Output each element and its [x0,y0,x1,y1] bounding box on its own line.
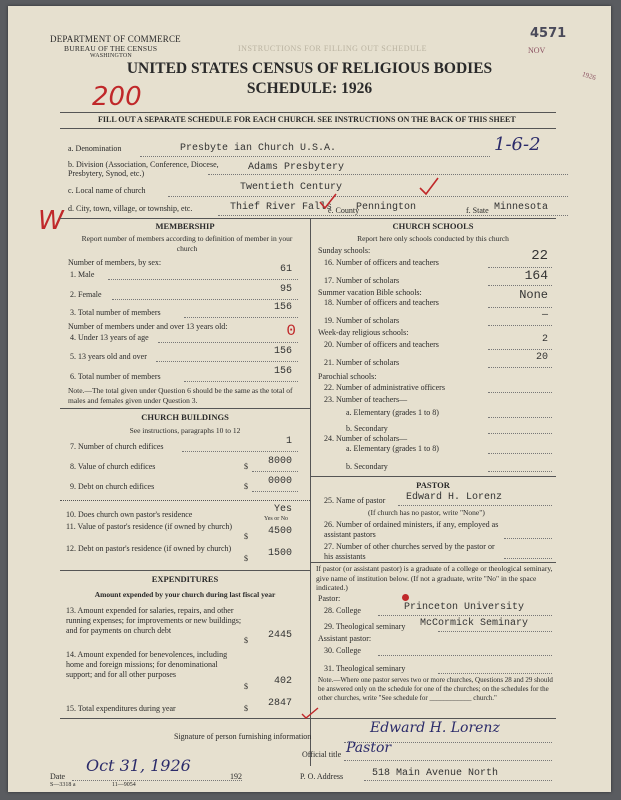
q3-total-label: 3. Total number of members [70,308,161,317]
q11-value: 4500 [267,526,292,537]
county-value: Pennington [356,202,417,213]
q13-dollar: $ [244,636,248,645]
denomination-label: a. Denomination [68,144,122,153]
q18-label: 18. Number of officers and teachers [324,298,439,307]
parochial-label: Parochial schools: [318,372,377,381]
bureau-city: WASHINGTON [90,53,132,59]
bureau-name: BUREAU OF THE CENSUS [64,44,158,53]
q4-under13-value: 0 [286,322,296,340]
q16-value: 22 [531,248,548,264]
date-year-suffix: 192 [230,772,242,781]
buildings-title: CHURCH BUILDINGS [141,412,229,422]
summer-label: Summer vacation Bible schools: [318,288,422,297]
pastor-sub-label: Pastor: [318,594,341,603]
q21-label: 21. Number of scholars [324,358,400,367]
form-subtitle: SCHEDULE: 1926 [246,80,373,97]
membership-title: MEMBERSHIP [155,221,215,231]
q10-hint: Yes or No [264,516,289,522]
address-label: P. O. Address [300,772,344,781]
q30-label: 30. College [324,646,361,655]
state-value: Minnesota [494,202,549,213]
weekday-label: Week-day religious schools: [318,328,409,337]
q6-total-value: 156 [273,366,292,377]
date-value: Oct 31, 1926 [86,756,191,775]
q13-label: 13. Amount expended for salaries, repairs, and other running expenses; for improvements or new buildings; and for payments on church debt [66,606,242,635]
q29-label: 29. Theological seminary [324,622,406,631]
q19-value: — [541,310,548,321]
q1-male-value: 61 [279,264,292,275]
q24b-label: b. Secondary [346,462,388,471]
schools-sub: Report here only schools conducted by this church [357,234,509,243]
form-number: S—3318 a [50,782,76,788]
instruction-line: FILL OUT A SEPARATE SCHEDULE FOR EACH CHURCH. SEE INSTRUCTIONS ON THE BACK OF THIS SHEET [98,115,516,124]
q21-value: 20 [535,352,548,363]
q9-label: 9. Debt on church edifices [70,482,155,491]
pastor-title: PASTOR [416,480,450,490]
q10-value: Yes [273,504,292,515]
q1-male-label: 1. Male [70,270,95,279]
q13-value: 2445 [267,630,292,641]
q2-female-value: 95 [279,284,292,295]
q9-value: 0000 [267,476,292,487]
q25-value: Edward H. Lorenz [406,492,503,503]
q29-value: McCormick Seminary [420,618,529,629]
check-mark-icon [300,706,320,720]
q12-value: 1500 [267,548,292,559]
county-label: e. County [328,206,360,215]
q25-label: 25. Name of pastor [324,496,386,505]
pastor-note: Note.—Where one pastor serves two or more churches, Questions 28 and 29 should be answered only on the schedule for one of the churches; on the schedules for the other churches, write "See schedule for ____________ church." [318,676,553,702]
q24a-label: a. Elementary (grades 1 to 8) [346,444,439,453]
q12-dollar: $ [244,554,248,563]
q8-dollar: $ [244,462,248,471]
city-value: Thief River Falls [230,202,333,213]
q27-label: 27. Number of other churches served by the pastor or his assistants [324,542,495,561]
q4-under13-label: 4. Under 13 years of age [70,333,149,342]
q14-value: 402 [273,676,292,687]
q2-female-label: 2. Female [70,290,102,299]
stamp-number: 4571 [530,26,567,41]
expenditures-title: EXPENDITURES [151,574,219,584]
q6-total-label: 6. Total number of members [70,372,161,381]
q14-label: 14. Amount expended for benevolences, including home and foreign missions; for denominational support; and for all other purposes [66,650,228,679]
q5-over13-value: 156 [273,346,292,357]
handwritten-code: 1-6-2 [494,134,541,155]
q18-value: None [519,288,548,302]
q5-over13-label: 5. 13 years old and over [70,352,147,361]
graduate-note: If pastor (or assistant pastor) is a graduate of a college or theological seminary, give name of institution below. (If not a graduate, write "No" in the space indicated.) [316,564,553,592]
signature-label: Signature of person furnishing information [174,732,312,741]
q25-hint: (If church has no pastor, write "None") [368,508,485,517]
check-mark-icon [418,176,440,198]
q31-label: 31. Theological seminary [324,664,406,673]
sunday-label: Sunday schools: [318,246,371,255]
local-name-value: Twentieth Century [240,182,343,193]
membership-note: Note.—The total given under Question 6 should be the same as the total of males and females given under Question 3. [68,386,293,405]
q24-label: 24. Number of scholars— [324,434,408,443]
official-title-value: Pastor [346,740,392,756]
faded-back-text: INSTRUCTIONS FOR FILLING OUT SCHEDULE [238,44,428,53]
division-value: Adams Presbytery [248,162,345,173]
q19-label: 19. Number of scholars [324,316,400,325]
margin-mark: W [38,206,64,236]
print-number: 11—9054 [112,782,136,788]
stamp-year: 1926 [581,70,597,82]
signature-value: Edward H. Lorenz [370,720,500,736]
local-name-label: c. Local name of church [68,186,146,195]
q15-value: 2847 [267,698,292,709]
q15-label: 15. Total expenditures during year [66,704,176,713]
q23a-label: a. Elementary (grades 1 to 8) [346,408,439,417]
handwritten-number: 200 [92,82,142,112]
q23b-label: b. Secondary [346,424,388,433]
q8-label: 8. Value of church edifices [70,462,156,471]
q20-value: 2 [541,334,548,345]
q28-label: 28. College [324,606,361,615]
check-mark-icon [318,192,338,212]
stamp-date: NOV [528,46,546,55]
census-schedule-sheet [8,6,611,792]
q8-value: 8000 [267,456,292,467]
buildings-sub: See instructions, paragraphs 10 to 12 [129,426,241,435]
q26-label: 26. Number of ordained ministers, if any, employed as assistant pastors [324,520,499,539]
schools-title: CHURCH SCHOOLS [392,221,474,231]
q10-label: 10. Does church own pastor's residence [66,510,193,519]
members-by-sex-label: Number of members, by sex: [68,258,162,267]
division-label: b. Division (Association, Conference, Diocese, Presbytery, Synod, etc.) [68,160,219,178]
q3-total-value: 156 [273,302,292,313]
q28-value: Princeton University [404,602,525,613]
state-label: f. State [466,206,489,215]
q23-label: 23. Number of teachers— [324,395,408,404]
department-name: DEPARTMENT OF COMMERCE [50,34,181,44]
under-over-label: Number of members under and over 13 years old: [68,322,228,331]
q11-label: 11. Value of pastor's residence (if owned by church) [66,522,233,531]
city-label: d. City, town, village, or township, etc. [68,204,193,213]
red-dot-mark [402,594,409,601]
q17-value: 164 [524,268,548,283]
expenditures-sub: Amount expended by your church during last fiscal year [94,590,276,599]
q12-label: 12. Debt on pastor's residence (if owned by church) [66,544,232,553]
official-title-label: Official title [302,750,342,759]
q16-label: 16. Number of officers and teachers [324,258,439,267]
q9-dollar: $ [244,482,248,491]
q17-label: 17. Number of scholars [324,276,400,285]
q11-dollar: $ [244,532,248,541]
denomination-value: Presbyte ian Church U.S.A. [180,143,337,154]
date-label: Date [50,772,66,781]
q7-value: 1 [285,436,292,447]
form-title: UNITED STATES CENSUS OF RELIGIOUS BODIES [126,60,493,77]
q20-label: 20. Number of officers and teachers [324,340,439,349]
q22-label: 22. Number of administrative officers [324,383,445,392]
membership-intro: Report number of members according to definition of member in your church [81,234,293,253]
q7-label: 7. Number of church edifices [70,442,164,451]
address-value: 518 Main Avenue North [372,768,499,779]
assistant-pastor-label: Assistant pastor: [318,634,372,643]
q14-dollar: $ [244,682,248,691]
q15-dollar: $ [244,704,248,713]
